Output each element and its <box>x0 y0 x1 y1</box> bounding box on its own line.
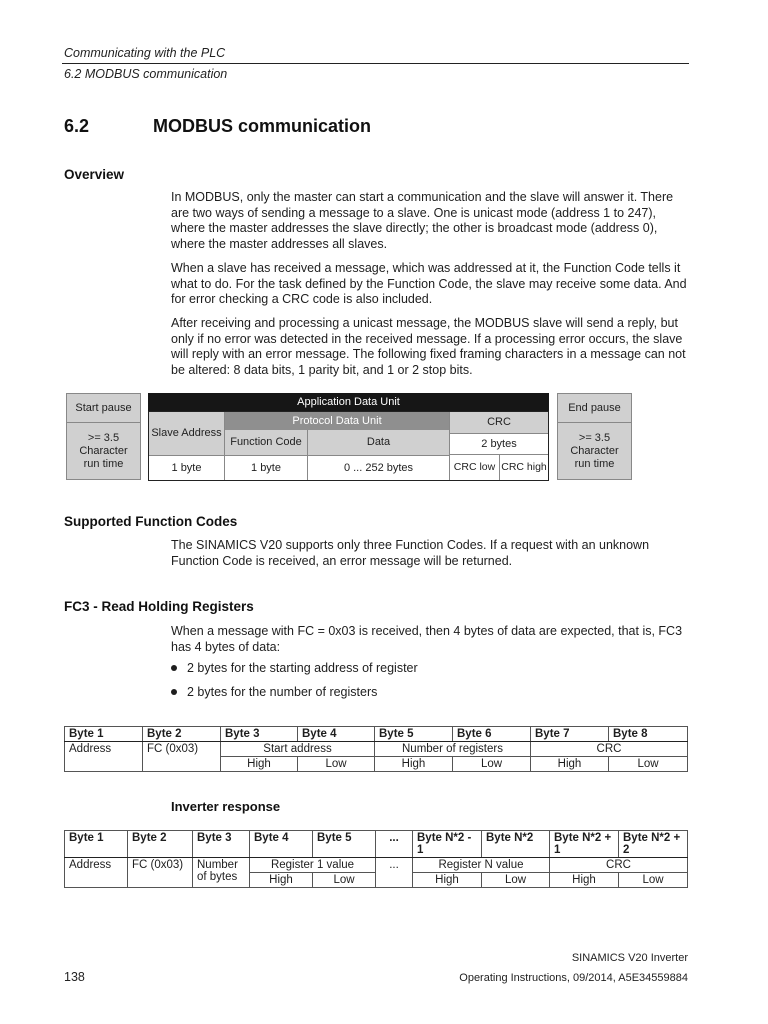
overview-paragraph-2: When a slave has received a message, which was addressed at it, the Function Code tells it what to do. For the task defined by the Function Code, the slave may receive some data. And for error checking a CRC code is also included. <box>171 261 687 306</box>
fc3-bullet-1 <box>171 661 418 675</box>
header-cell: Byte 2 <box>143 727 221 742</box>
crc-cell: CRC <box>531 742 688 757</box>
bullet-icon <box>171 665 177 671</box>
header-cell: Byte N*2 + 1 <box>550 831 619 858</box>
header-cell: Byte 8 <box>609 727 688 742</box>
overview-heading: Overview <box>64 167 125 182</box>
low-cell: Low <box>609 757 688 772</box>
footer-document-info: Operating Instructions, 09/2014, A5E34559884 <box>459 972 688 984</box>
bullet-icon <box>171 689 177 695</box>
footer-product: SINAMICS V20 Inverter <box>571 952 688 964</box>
header-cell: Byte 5 <box>313 831 376 858</box>
high-cell: High <box>250 873 313 888</box>
fc-cell: FC (0x03) <box>128 858 193 888</box>
header-rule <box>62 63 689 64</box>
header-cell: Byte 3 <box>221 727 298 742</box>
data-bytes: 0 ... 252 bytes <box>308 455 449 480</box>
inverter-response-heading: Inverter response <box>171 799 281 814</box>
high-cell: High <box>375 757 453 772</box>
low-cell: Low <box>313 873 376 888</box>
header-cell: ... <box>376 831 413 858</box>
supported-function-codes-heading: Supported Function Codes <box>64 514 238 529</box>
crc-bytes: 2 bytes <box>449 433 548 454</box>
protocol-data-unit-bar: Protocol Data Unit <box>225 412 449 430</box>
register-n-value-cell: Register N value <box>413 858 550 873</box>
fc3-heading: FC3 - Read Holding Registers <box>64 599 254 614</box>
end-pause-value: >= 3.5 Character run time <box>557 422 632 480</box>
section-title: MODBUS communication <box>153 116 372 136</box>
header-cell: Byte 1 <box>65 727 143 742</box>
crc-label: CRC <box>449 412 548 433</box>
table-header-row <box>65 727 688 742</box>
fc3-bullet-2 <box>171 685 377 699</box>
running-header-chapter: Communicating with the PLC <box>64 46 226 60</box>
low-cell: Low <box>298 757 375 772</box>
header-cell: Byte N*2 + 2 <box>619 831 688 858</box>
slave-address-bytes: 1 byte <box>149 455 225 480</box>
fc3-text: When a message with FC = 0x03 is received, then 4 bytes of data are expected, that is, FC3 has 4 bytes of data: <box>171 624 683 654</box>
header-cell: Byte 7 <box>531 727 609 742</box>
overview-paragraph-1: In MODBUS, only the master can start a communication and the slave will answer it. There are two ways of sending a message to a slave. One is unicast mode (address 1 to 247), where the master addresses the slave directly; the other is broadcast mode (address 0), where the master addresses all slaves. <box>171 190 674 251</box>
fc3-response-table <box>64 830 688 888</box>
header-cell: Byte N*2 <box>482 831 550 858</box>
application-data-unit-bar: Application Data Unit <box>148 393 549 412</box>
function-code-label: Function Code <box>225 430 308 455</box>
low-cell: Low <box>482 873 550 888</box>
header-cell: Byte 4 <box>250 831 313 858</box>
crc-low: CRC low <box>449 454 499 480</box>
high-cell: High <box>221 757 298 772</box>
header-cell: Byte 4 <box>298 727 375 742</box>
fc3-request-table <box>64 726 688 772</box>
section-number: 6.2 <box>64 116 90 136</box>
header-cell: Byte 3 <box>193 831 250 858</box>
header-cell: Byte 1 <box>65 831 128 858</box>
page-number: 138 <box>64 970 85 984</box>
address-cell: Address <box>65 742 143 772</box>
high-cell: High <box>413 873 482 888</box>
fc-cell: FC (0x03) <box>143 742 221 772</box>
low-cell: Low <box>453 757 531 772</box>
function-code-bytes: 1 byte <box>225 455 308 480</box>
crc-cell: CRC <box>550 858 688 873</box>
fc3-bullet-2-text: 2 bytes for the number of registers <box>187 685 378 699</box>
running-header-section: 6.2 MODBUS communication <box>64 67 228 81</box>
number-of-registers-cell: Number of registers <box>375 742 531 757</box>
ellipsis-cell: ... <box>376 858 413 888</box>
table-header-row <box>65 831 688 858</box>
crc-high: CRC high <box>499 454 548 480</box>
table-row <box>65 858 688 873</box>
header-cell: Byte 6 <box>453 727 531 742</box>
data-label: Data <box>308 430 449 455</box>
table-row <box>65 742 688 757</box>
supported-function-codes-text: The SINAMICS V20 supports only three Function Codes. If a request with an unknown Function Code is received, an error message will be returned. <box>171 538 650 568</box>
slave-address-label: Slave Address <box>149 412 225 455</box>
header-cell: Byte 5 <box>375 727 453 742</box>
start-address-cell: Start address <box>221 742 375 757</box>
header-cell: Byte 2 <box>128 831 193 858</box>
fc3-bullet-1-text: 2 bytes for the starting address of register <box>187 661 418 675</box>
high-cell: High <box>531 757 609 772</box>
header-cell: Byte N*2 - 1 <box>413 831 482 858</box>
start-pause-value: >= 3.5 Character run time <box>66 422 141 480</box>
number-of-bytes-cell: Number of bytes <box>193 858 250 888</box>
start-pause-label: Start pause <box>66 393 141 423</box>
low-cell: Low <box>619 873 688 888</box>
register-1-value-cell: Register 1 value <box>250 858 376 873</box>
end-pause-label: End pause <box>557 393 632 423</box>
address-cell: Address <box>65 858 128 888</box>
overview-paragraph-3: After receiving and processing a unicast message, the MODBUS slave will send a reply, but only if no error was detected in the received message. If a processing error occurs, the slave will reply with an error message. The following fixed framing characters in a message can not be altered: 8 data bits, 1 parity bit, and 1 or 2 stop bits. <box>171 316 686 377</box>
high-cell: High <box>550 873 619 888</box>
